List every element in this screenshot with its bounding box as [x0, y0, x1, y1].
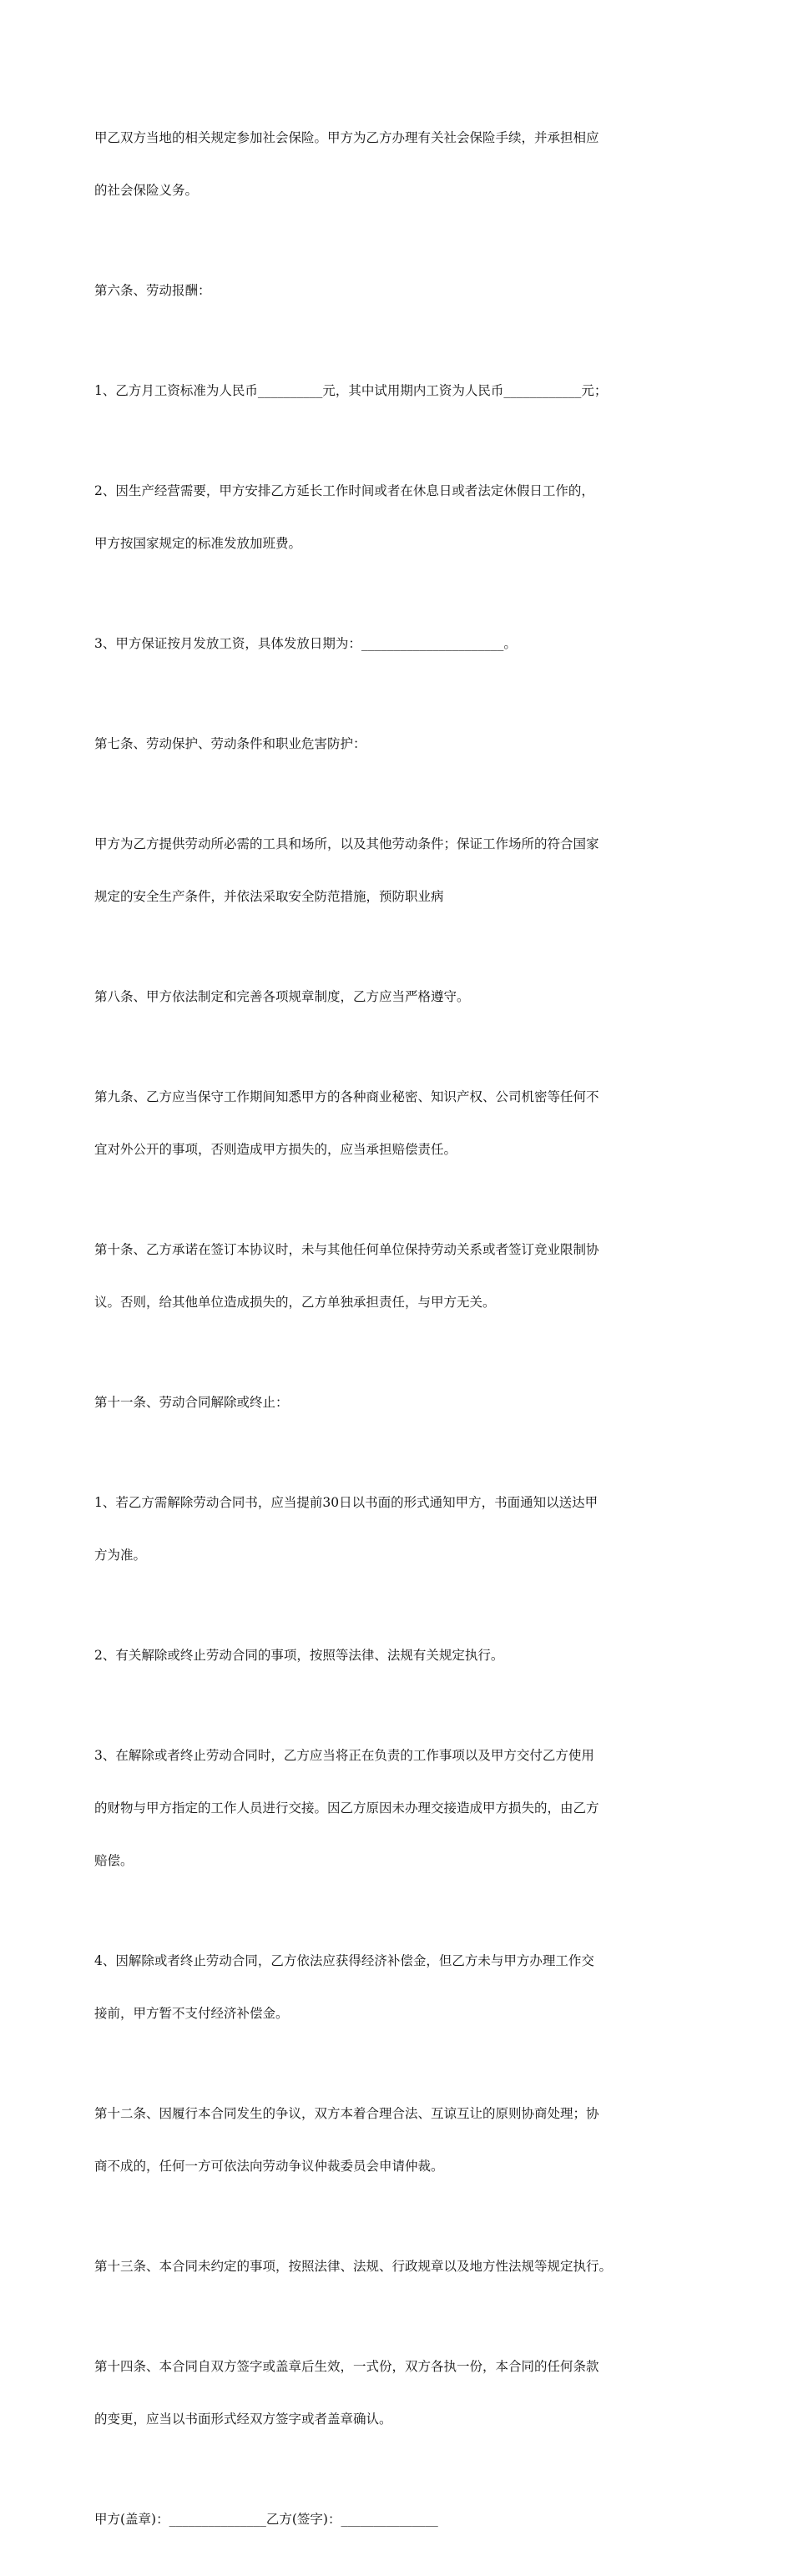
text-line: 3、甲方保证按月发放工资，具体发放日期为：______________________。: [94, 636, 517, 651]
text-line: 宜对外公开的事项，否则造成甲方损失的，应当承担赔偿责任。: [94, 1142, 457, 1157]
text-line: 第八条、甲方依法制定和完善各项规章制度，乙方应当严格遵守。: [94, 989, 470, 1004]
signature-line: [94, 2476, 716, 2563]
paragraph-termination-notice: [94, 1459, 716, 1599]
text-line: 2、有关解除或终止劳动合同的事项，按照等法律、法规有关规定执行。: [94, 1648, 504, 1663]
text-line: 第十二条、因履行本合同发生的争议，双方本着合理合法、互谅互让的原则协商处理；协: [94, 2106, 599, 2121]
text-line: 2、因生产经营需要，甲方安排乙方延长工作时间或者在休息日或者法定休假日工作的，: [94, 483, 594, 498]
text-line: 甲乙双方当地的相关规定参加社会保险。甲方为乙方办理有关社会保险手续，并承担相应: [94, 130, 599, 145]
text-line: 方为准。: [94, 1548, 147, 1563]
paragraph-article-14: [94, 2323, 716, 2463]
heading-article-7: [94, 700, 716, 788]
paragraph-pay-date: [94, 600, 716, 688]
text-line: 规定的安全生产条件，并依法采取安全防范措施，预防职业病: [94, 889, 444, 904]
paragraph-work-conditions: [94, 801, 716, 941]
paragraph-salary-standard: [94, 347, 716, 435]
text-line: 甲方(盖章)：_______________乙方(签字)：_______________: [94, 2512, 438, 2527]
text-line: 商不成的，任何一方可依法向劳动争议仲裁委员会申请仲裁。: [94, 2159, 444, 2174]
text-line: 第十一条、劳动合同解除或终止：: [94, 1395, 289, 1410]
paragraph-social-insurance: [94, 94, 716, 235]
text-line: 第十三条、本合同未约定的事项，按照法律、法规、行政规章以及地方性法规等规定执行。: [94, 2259, 613, 2274]
text-line: 议。否则，给其他单位造成损失的，乙方单独承担责任，与甲方无关。: [94, 1295, 496, 1310]
text-line: 1、乙方月工资标准为人民币__________元，其中试用期内工资为人民币____________元；: [94, 383, 608, 398]
text-line: 赔偿。: [94, 1853, 134, 1868]
text-line: 的社会保险义务。: [94, 183, 199, 198]
text-line: 第十条、乙方承诺在签订本协议时，未与其他任何单位保持劳动关系或者签订竞业限制协: [94, 1242, 599, 1257]
text-line: 第九条、乙方应当保守工作期间知悉甲方的各种商业秘密、知识产权、公司机密等任何不: [94, 1089, 599, 1104]
text-line: 接前，甲方暂不支付经济补偿金。: [94, 2006, 289, 2021]
text-line: 第七条、劳动保护、劳动条件和职业危害防护：: [94, 736, 366, 751]
text-line: 甲方按国家规定的标准发放加班费。: [94, 536, 302, 551]
text-line: 第十四条、本合同自双方签字或盖章后生效，一式份，双方各执一份，本合同的任何条款: [94, 2359, 599, 2374]
text-line: 的财物与甲方指定的工作人员进行交接。因乙方原因未办理交接造成甲方损失的，由乙方: [94, 1801, 599, 1816]
heading-article-11: [94, 1359, 716, 1447]
text-line: 的变更，应当以书面形式经双方签字或者盖章确认。: [94, 2412, 392, 2427]
text-line: 第六条、劳动报酬：: [94, 283, 211, 298]
text-line: 4、因解除或者终止劳动合同，乙方依法应获得经济补偿金，但乙方未与甲方办理工作交: [94, 1953, 594, 1968]
paragraph-termination-law: [94, 1612, 716, 1700]
paragraph-article-10: [94, 1206, 716, 1346]
paragraph-article-12: [94, 2070, 716, 2210]
paragraph-article-13: [94, 2223, 716, 2311]
heading-article-6: [94, 247, 716, 335]
paragraph-handover: [94, 1712, 716, 1905]
paragraph-compensation: [94, 1917, 716, 2058]
paragraph-article-9: [94, 1053, 716, 1194]
text-line: 3、在解除或者终止劳动合同时，乙方应当将正在负责的工作事项以及甲方交付乙方使用: [94, 1748, 594, 1763]
text-line: 1、若乙方需解除劳动合同书，应当提前30日以书面的形式通知甲方，书面通知以送达甲: [94, 1495, 599, 1510]
document-page: [94, 94, 716, 2576]
paragraph-overtime: [94, 447, 716, 588]
text-line: 甲方为乙方提供劳动所必需的工具和场所，以及其他劳动条件；保证工作场所的符合国家: [94, 836, 599, 851]
paragraph-article-8: [94, 953, 716, 1041]
